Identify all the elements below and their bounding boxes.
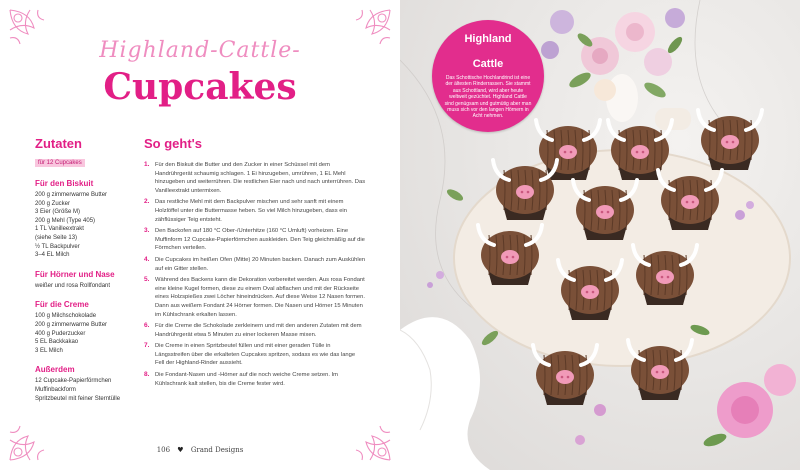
badge-title-1: Highland: [464, 33, 512, 45]
badge-title-2: Cattle: [472, 58, 504, 70]
ingredient-line: 100 g Milchschokolade: [35, 313, 97, 320]
ingredient-section-title: Für Hörner und Nase: [35, 269, 115, 279]
step-number: 4.: [144, 255, 150, 263]
page-title: Cupcakes: [103, 66, 297, 108]
ingredient-line: 12 Cupcake-Papierförmchen: [35, 378, 112, 385]
step-item: [144, 276, 366, 319]
step-item: [144, 161, 366, 195]
step-item: [144, 256, 366, 273]
step-text: Die Creme in einen Spritzbeutel füllen und mit einer geraden Tülle in Längsstreifen über die erkalteten Cupcakes spritzen, sodass es wie das lange Fell der Highland-Rinder aussieht.: [155, 343, 356, 367]
ingredients-column: [35, 136, 135, 403]
steps-heading: So geht's: [144, 136, 202, 151]
ingredient-line: 5 EL Backkakao: [35, 339, 79, 346]
ingredient-section-title: Außerdem: [35, 365, 75, 375]
photo-page: [400, 0, 800, 470]
ingredient-line: 200 g Mehl (Type 405): [35, 217, 96, 224]
step-text: Während des Backens kann die Dekoration vorbereitet werden. Aus rosa Fondant eine kleine Kugel formen, diese zu einem Oval abflachen und mit der Rückseite eines Holzspießes zwei Löcher hineindrücken. Auf diese Weise 12 Nasen formen. Dann aus weißem Fondant 24 Hörner formen. Die Nasen und Hörner 15 Minuten im Kühlschrank erkalten lassen.: [155, 277, 365, 318]
ingredient-line: 400 g Puderzucker: [35, 330, 86, 337]
step-number: 2.: [144, 198, 150, 206]
step-text: Für den Biskuit die Butter und den Zucker in einer Schüssel mit dem Handrührgerät schaumig schlagen. 1 Ei hinzugeben, umrühren, 1 EL Mehl hinzugeben und weiterrühren. Die restlichen Eier nach und nach unterrühren. Das Vanilleextrakt untermixen.: [155, 162, 366, 194]
ingredient-line: 200 g zimmerwarme Butter: [35, 321, 108, 328]
ingredient-line: 3–4 EL Milch: [35, 252, 70, 259]
ingredient-line: 1 TL Vanilleextrakt: [35, 226, 84, 233]
ingredient-line: 3 Eier (Größe M): [35, 209, 81, 216]
title-line-1: Highland-Cattle-: [99, 38, 301, 63]
step-number: 8.: [144, 371, 150, 379]
step-list: [144, 161, 366, 388]
brand-name: Grand Designs: [190, 446, 244, 454]
ingredient-line: 200 g Zucker: [35, 200, 71, 207]
step-text: Für die Creme die Schokolade zerkleinern und mit den anderen Zutaten mit dem Handrührgerät etwa 5 Minuten zu einer lockeren Masse mixen.: [155, 323, 362, 338]
ingredient-section-title: Für die Creme: [35, 300, 89, 310]
ingredient-line: ½ TL Backpulver: [35, 243, 80, 250]
steps-column: [144, 136, 366, 391]
page-footer: [0, 446, 400, 454]
ingredient-line: Spritzbeutel mit feiner Sterntülle: [35, 395, 121, 402]
ingredient-line: (siehe Seite 13): [35, 234, 78, 241]
ingredient-line: 3 EL Milch: [35, 347, 63, 354]
ingredients-heading: Zutaten: [35, 136, 82, 151]
ingredient-section-title: Für den Biskuit: [35, 179, 94, 188]
flower-bouquet: [541, 8, 685, 122]
info-badge: [432, 20, 544, 132]
corner-ornament-icon: [8, 418, 52, 462]
badge-text: Das Schottische Hochlandrind ist eine der ältesten Rinderrassen. Sie stammt aus Schottland, wird aber heute weltweit gezüchtet. Highland Cattle sind genügsam und gutmütig aber man muss sich vor den langen Hörnern in Acht nehmen.: [444, 75, 532, 120]
heart-icon: ♥: [177, 446, 184, 454]
cupcake: [698, 110, 762, 170]
ingredient-sections: [35, 179, 135, 403]
step-item: [144, 342, 366, 368]
servings-badge: für 12 Cupcakes: [35, 159, 85, 167]
step-item: [144, 227, 366, 253]
step-number: 6.: [144, 322, 150, 330]
step-number: 3.: [144, 227, 150, 235]
step-number: 1.: [144, 161, 150, 168]
step-item: [144, 371, 366, 388]
ingredient-line: 200 g zimmerwarme Butter: [35, 192, 108, 198]
step-item: [144, 322, 366, 339]
step-number: 5.: [144, 276, 150, 284]
corner-ornament-icon: [348, 418, 392, 462]
step-text: Den Backofen auf 180 °C Ober-/Unterhitze (160 °C Umluft) vorheizen. Eine Muffinform 12 Cupcake-Papierförmchen auskleiden. Den Teig gleichmäßig auf die Förmchen verteilen.: [155, 228, 365, 252]
step-text: Das restliche Mehl mit dem Backpulver mischen und sehr sanft mit einem Holzlöffel unter die Buttermasse heben. So viel Milch hinzugeben, dass ein zähflüssiger Teig entsteht.: [155, 199, 347, 223]
step-text: Die Fondant-Nasen und -Hörner auf die noch weiche Creme setzen. Im Kühlschrank kalt stellen, bis die Creme fester wird.: [155, 372, 339, 387]
step-text: Die Cupcakes im heißen Ofen (Mitte) 20 Minuten backen. Danach zum Auskühlen auf ein Gitter stellen.: [155, 256, 366, 272]
ingredient-line: weißer und rosa Rollfondant: [35, 282, 111, 289]
ingredient-line: Muffinbackform: [35, 386, 76, 393]
step-number: 7.: [144, 342, 150, 350]
step-item: [144, 198, 366, 224]
page-number: 106: [156, 446, 171, 454]
